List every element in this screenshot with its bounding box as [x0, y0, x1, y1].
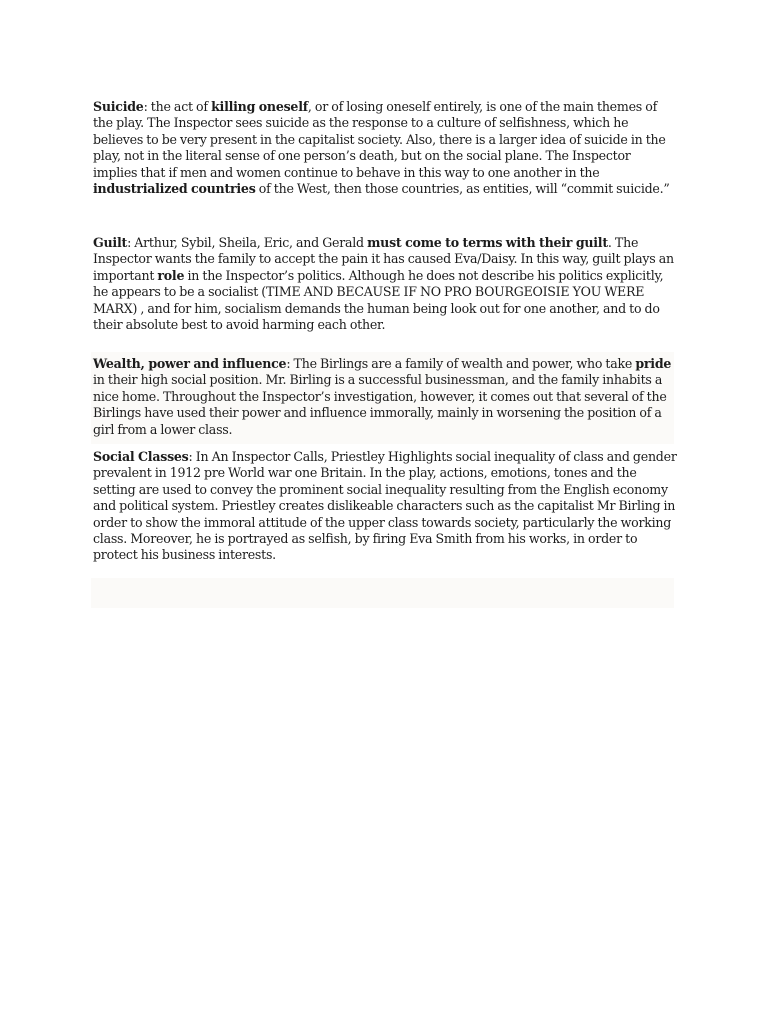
paragraph-guilt [93, 235, 678, 333]
text-span: , or of losing oneself entirely, is one of the main themes of the play. The Inspector sees suicide as the response to a culture of selfishness, which he believes to be very present in the capitalist society. Also, there is a larger idea of suicide in the play, not in the literal sense of one person’s death, but on the social plane. The Inspector implies that if men and women continue to behave in this way to one another in the [93, 99, 666, 180]
text-span: in the Inspector’s politics. Although he does not describe his politics explicitly, he appears to be a socialist (TIME AND BECAUSE IF NO PRO BOURGEOISIE YOU WERE MARX) , and for him, socialism demands the human being look out for one another, and to do their absolute best to avoid harming each other. [93, 267, 664, 333]
bold-phrase: killing oneself [211, 99, 308, 114]
bold-phrase: industrialized countries [93, 181, 256, 197]
term-guilt: Guilt [93, 235, 128, 250]
text-span: of the West, then those countries, as entities, will “commit suicide.” [255, 181, 670, 197]
paragraph-wealth [93, 356, 678, 438]
bold-phrase: role [157, 267, 185, 283]
term-social-classes: Social Classes [93, 449, 189, 464]
text-span: . The Inspector wants the family to accept the pain it has caused Eva/Daisy. In this way, guilt plays an important [93, 235, 674, 283]
term-suicide: Suicide [93, 99, 144, 114]
text-span: in their high social position. Mr. Birling is a successful businessman, and the family inhabits a nice home. Throughout the Inspector’s investigation, however, it comes out that several of the Birlings have used their power and influence immorally, mainly in worsening the position of a girl from a lower class. [93, 372, 667, 437]
trailing-background-shade [91, 578, 674, 608]
text-span: : Arthur, Sybil, Sheila, Eric, and Gerald [127, 235, 368, 250]
bold-phrase: pride [635, 356, 672, 371]
text-span: : In An Inspector Calls, Priestley Highlights social inequality of class and gender prevalent in 1912 pre World war one Britain. In the play, actions, emotions, tones and the setting are used to convey the prominent social inequality resulting from the English economy and political system. Priestley creates dislikeable characters such as the capitalist Mr Birling in order to show the immoral attitude of the upper class towards society, particularly the working class. Moreover, he is portrayed as selfish, by firing Eva Smith from his works, in order to protect his business interests. [93, 449, 677, 563]
text-span: : the act of [143, 99, 212, 114]
term-wealth: Wealth, power and influence [93, 356, 287, 371]
text-span: : The Birlings are a family of wealth and power, who take [286, 356, 636, 371]
paragraph-suicide [93, 99, 678, 197]
bold-phrase: must come to terms with their guilt [367, 235, 608, 250]
paragraph-social-classes [93, 449, 678, 564]
